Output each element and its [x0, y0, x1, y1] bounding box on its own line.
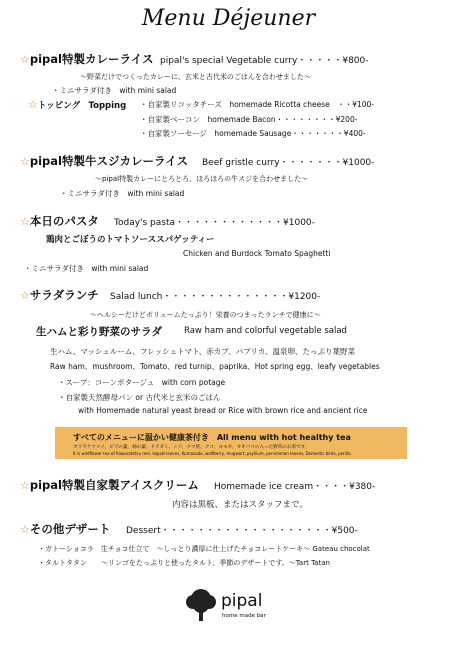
logo-sub: home made bar: [222, 613, 266, 619]
topping-label: ☆トッピング Topping: [28, 98, 127, 111]
pasta-name: 本日のパスタ: [29, 214, 99, 228]
pasta-heading: [20, 213, 99, 229]
star-icon: ☆: [20, 215, 30, 228]
dessert-heading: [20, 521, 110, 537]
dessert-name: その他デザート: [29, 522, 111, 536]
dessert-item: ・タルトタタン 〜リンゴをたっぷりと使ったタルト、季節のデザートです。〜Tart Tatan: [38, 559, 330, 567]
lunch-salad-en: Raw ham and colorful vegetable salad: [184, 326, 347, 336]
star-icon: ☆: [28, 98, 38, 111]
topping-item: ・自家製リコッタチーズ homemade Ricotta cheese ・・¥100-: [140, 100, 375, 109]
star-icon: ☆: [20, 289, 30, 302]
curry-heading: [20, 51, 154, 67]
star-icon: ☆: [20, 53, 30, 66]
lunch-en-price: Salad lunch・・・・・・・・・・・・・・¥1200-: [110, 292, 321, 302]
tea-banner-jp: カワラケツメイ、ビワの葉、柿の葉、ドクダミ、シソ、クマ笹、クコ、ヨモギ、オオバコの入った野草のお茶です。: [73, 445, 310, 450]
page-title: Menu Déjeuner: [141, 6, 316, 31]
tea-banner-title: すべてのメニューに温かい健康茶付き All menu with hot healthy tea: [73, 433, 351, 442]
star-icon: ☆: [20, 155, 30, 168]
pasta-en-price: Today's pasta・・・・・・・・・・・・¥1000-: [114, 218, 315, 228]
dessert-item: ・ガトーショコラ 生チョコ仕立て 〜しっとり濃厚に仕上げたチョコレートケーキ〜 Gateau chocolat: [38, 545, 370, 553]
beef-heading: [20, 153, 188, 169]
curry-en-price: pipal's special Vegetable curry・・・・・¥800-: [160, 56, 369, 66]
lunch-bread: ・自家製天然酵母パン or 古代米と玄米のごはん: [58, 393, 221, 402]
pipal-logo: [185, 587, 275, 627]
lunch-bread-en: with Homemade natural yeast bread or Rice with brown rice and ancient rice: [78, 406, 368, 415]
icecream-en-price: Homemade ice cream・・・・¥380-: [214, 482, 376, 492]
icecream-name: pipal特製自家製アイスクリーム: [29, 478, 199, 492]
beef-name: pipal特製牛スジカレーライス: [29, 154, 189, 168]
lunch-ingredients: 生ハム、マッシュルーム、フレッシュトマト、赤カブ、パプリカ、温泉卵、たっぷり葉野菜: [50, 347, 356, 356]
pasta-dish: 鶏肉とごぼうのトマトソーススパゲッティー: [46, 235, 215, 245]
beef-en-price: Beef gristle curry・・・・・・・¥1000-: [202, 158, 375, 168]
lunch-desc: 〜ヘルシーだけどボリュームたっぷり！栄養のつまったランチで健康に〜: [90, 311, 321, 319]
lunch-salad-name: 生ハムと彩り野菜のサラダ: [36, 326, 162, 338]
lunch-soup: ・スープ：コーンポタージュ with corn potage: [58, 378, 226, 387]
beef-salad: ・ミニサラダ付き with mini salad: [60, 189, 185, 198]
dessert-en-price: Dessert・・・・・・・・・・・・・・・・・・・¥500-: [126, 526, 358, 536]
pasta-salad: ・ミニサラダ付き with mini salad: [24, 264, 149, 273]
star-icon: ☆: [20, 479, 30, 492]
star-icon: ☆: [20, 523, 30, 536]
tea-banner-en: It is wildflower tea of Kawaratetsu mei, loquat leaves, Kumasada, wolfberry, mugwort, psyllium, persimmon leaves, Domestic birds, perilla.: [73, 451, 352, 456]
lunch-heading: [20, 287, 99, 303]
tea-banner: [55, 427, 407, 459]
icecream-desc: 内容は黒板、またはスタッフまで。: [172, 500, 308, 510]
tree-icon: [185, 587, 217, 623]
topping-item: ・自家製ベーコン homemade Bacon・・・・・・・・¥200-: [140, 115, 358, 124]
beef-desc: 〜pipal特製カレーにとろとろ、ほろほろの牛スジを合わせました〜: [95, 175, 309, 183]
logo-name: pipal: [221, 591, 263, 611]
icecream-heading: [20, 477, 199, 493]
pasta-dish-en: Chicken and Burdock Tomato Spaghetti: [183, 249, 331, 258]
curry-name: pipal特製カレーライス: [29, 52, 154, 66]
curry-salad: ・ミニサラダ付き with mini salad: [52, 86, 177, 95]
curry-desc: 〜野菜だけでつくったカレーに、玄米と古代米のごはんを合わせました〜: [80, 73, 311, 81]
lunch-name: サラダランチ: [29, 288, 99, 302]
topping-item: ・自家製ソーセージ homemade Sausage・・・・・・・¥400-: [140, 129, 366, 138]
lunch-ingredients-en: Raw ham、mushroom、Tomato、red turnip、paprika、Hot spring egg、leafy vegetables: [50, 362, 380, 371]
